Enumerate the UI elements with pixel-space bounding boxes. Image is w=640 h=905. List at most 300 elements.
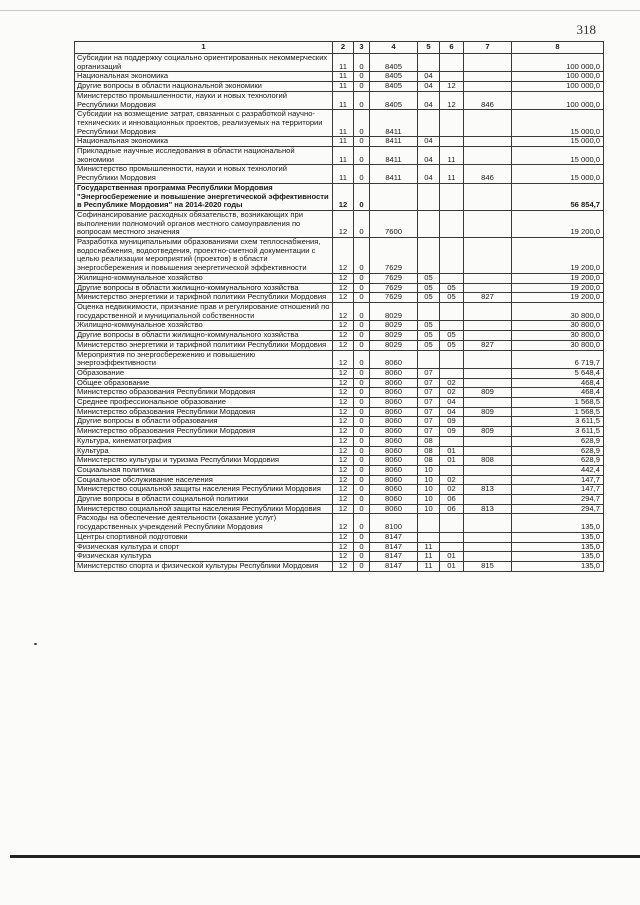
row-code-cell: 05	[418, 293, 440, 303]
row-code-cell: 11	[333, 110, 354, 137]
row-code-cell	[418, 183, 440, 210]
row-code-cell: 0	[354, 147, 370, 165]
row-code-cell: 01	[440, 456, 464, 466]
row-code-cell: 827	[464, 340, 512, 350]
row-code-cell: 04	[440, 407, 464, 417]
row-code-cell	[440, 514, 464, 532]
scan-edge-line	[0, 10, 640, 11]
row-code-cell: 07	[418, 417, 440, 427]
row-code-cell: 8060	[370, 398, 418, 408]
row-code-cell: 8060	[370, 427, 418, 437]
row-code-cell	[464, 321, 512, 331]
row-name-cell: Государственная программа Республики Мордовия "Энергосбережение и повышение энергетической эффективности в Республике Мордовия" на 2014-2020 годы	[75, 183, 333, 210]
row-code-cell: 8411	[370, 110, 418, 137]
row-name-cell: Субсидии на поддержку социально ориентированных некоммерческих организаций	[75, 54, 333, 72]
row-code-cell: 08	[418, 436, 440, 446]
row-code-cell: 12	[333, 485, 354, 495]
row-name-cell: Министерство образования Республики Мордовия	[75, 407, 333, 417]
row-code-cell: 12	[333, 398, 354, 408]
row-name-cell: Разработка муниципальными образованиями схем теплоснабжения, водоснабжения, водоотведения, проектно-сметной документации с целью реализации мероприятий (проектов) в области энергосбережения и повышения энергетической эффективности	[75, 238, 333, 274]
row-code-cell: 8060	[370, 417, 418, 427]
row-code-cell: 0	[354, 495, 370, 505]
row-code-cell	[418, 302, 440, 320]
row-code-cell	[464, 147, 512, 165]
row-code-cell: 8029	[370, 302, 418, 320]
row-code-cell	[440, 238, 464, 274]
row-code-cell: 10	[418, 495, 440, 505]
row-name-cell: Прикладные научные исследования в области национальной экономики	[75, 147, 333, 165]
row-code-cell: 08	[418, 456, 440, 466]
row-code-cell: 12	[333, 495, 354, 505]
row-amount-cell: 294,7	[512, 495, 604, 505]
row-code-cell: 0	[354, 350, 370, 368]
row-code-cell	[440, 110, 464, 137]
row-code-cell: 7600	[370, 210, 418, 237]
row-code-cell: 06	[440, 504, 464, 514]
row-code-cell: 11	[440, 165, 464, 183]
row-amount-cell: 3 611,5	[512, 417, 604, 427]
row-code-cell: 01	[440, 446, 464, 456]
row-code-cell: 0	[354, 82, 370, 92]
row-code-cell: 02	[440, 475, 464, 485]
row-name-cell: Министерство промышленности, науки и новых технологий Республики Мордовия	[75, 165, 333, 183]
row-code-cell	[464, 183, 512, 210]
row-code-cell: 0	[354, 321, 370, 331]
row-code-cell: 8147	[370, 542, 418, 552]
row-code-cell: 8029	[370, 340, 418, 350]
column-header: 6	[440, 42, 464, 54]
row-code-cell: 12	[333, 552, 354, 562]
row-code-cell: 05	[440, 331, 464, 341]
table-row	[75, 456, 604, 466]
row-code-cell: 12	[333, 417, 354, 427]
row-code-cell: 0	[354, 552, 370, 562]
row-code-cell	[440, 321, 464, 331]
scan-speck	[34, 643, 37, 645]
column-header: 1	[75, 42, 333, 54]
row-amount-cell: 30 800,0	[512, 331, 604, 341]
row-code-cell	[464, 465, 512, 475]
row-name-cell: Министерство спорта и физической культуры Республики Мордовия	[75, 561, 333, 571]
row-code-cell: 0	[354, 542, 370, 552]
table-row	[75, 110, 604, 137]
row-name-cell: Национальная экономика	[75, 72, 333, 82]
row-amount-cell: 100 000,0	[512, 54, 604, 72]
row-code-cell: 11	[333, 165, 354, 183]
row-name-cell: Софинансирование расходных обязательств, возникающих при выполнении полномочий органов местного самоуправления по вопросам местного значения	[75, 210, 333, 237]
row-code-cell: 11	[333, 147, 354, 165]
row-code-cell: 01	[440, 552, 464, 562]
row-code-cell: 8060	[370, 378, 418, 388]
row-code-cell: 12	[333, 475, 354, 485]
row-amount-cell: 19 200,0	[512, 273, 604, 283]
table-row	[75, 340, 604, 350]
row-code-cell: 0	[354, 446, 370, 456]
row-amount-cell: 15 000,0	[512, 147, 604, 165]
table-row	[75, 147, 604, 165]
row-code-cell: 0	[354, 340, 370, 350]
row-amount-cell: 628,9	[512, 456, 604, 466]
row-code-cell: 7629	[370, 293, 418, 303]
row-amount-cell: 30 800,0	[512, 302, 604, 320]
column-header: 7	[464, 42, 512, 54]
row-code-cell: 05	[418, 273, 440, 283]
row-code-cell: 846	[464, 165, 512, 183]
table-row	[75, 504, 604, 514]
row-code-cell: 8411	[370, 165, 418, 183]
row-name-cell: Другие вопросы в области жилищно-коммунального хозяйства	[75, 283, 333, 293]
row-code-cell: 0	[354, 465, 370, 475]
row-code-cell: 12	[440, 91, 464, 109]
row-name-cell: Министерство энергетики и тарифной политики Республики Мордовия	[75, 340, 333, 350]
row-amount-cell: 135,0	[512, 514, 604, 532]
row-code-cell: 8060	[370, 407, 418, 417]
row-code-cell: 7629	[370, 283, 418, 293]
row-amount-cell: 30 800,0	[512, 321, 604, 331]
row-code-cell: 12	[333, 238, 354, 274]
row-code-cell: 12	[333, 532, 354, 542]
row-code-cell: 8060	[370, 475, 418, 485]
row-code-cell: 02	[440, 485, 464, 495]
row-amount-cell: 468,4	[512, 378, 604, 388]
row-code-cell: 815	[464, 561, 512, 571]
row-code-cell: 11	[418, 542, 440, 552]
row-code-cell	[418, 54, 440, 72]
row-code-cell: 05	[418, 283, 440, 293]
row-code-cell	[418, 110, 440, 137]
row-code-cell: 0	[354, 165, 370, 183]
table-row	[75, 427, 604, 437]
row-name-cell: Субсидии на возмещение затрат, связанных с разработкой научно-технических и инновационных проектов, реализуемых на территории Республики Мордовия	[75, 110, 333, 137]
row-code-cell	[464, 436, 512, 446]
row-code-cell: 809	[464, 427, 512, 437]
row-amount-cell: 135,0	[512, 532, 604, 542]
row-code-cell: 0	[354, 485, 370, 495]
row-code-cell: 0	[354, 110, 370, 137]
row-code-cell	[440, 368, 464, 378]
row-code-cell: 0	[354, 273, 370, 283]
row-code-cell	[464, 378, 512, 388]
row-amount-cell: 628,9	[512, 436, 604, 446]
row-name-cell: Культура, кинематография	[75, 436, 333, 446]
row-code-cell: 12	[333, 293, 354, 303]
row-code-cell	[464, 398, 512, 408]
row-name-cell: Мероприятия по энергосбережению и повышению энергоэффективности	[75, 350, 333, 368]
row-code-cell	[464, 238, 512, 274]
row-amount-cell: 100 000,0	[512, 82, 604, 92]
row-code-cell: 12	[333, 273, 354, 283]
row-name-cell: Оценка недвижимости, признание прав и регулирование отношений по государственной и муниципальной собственности	[75, 302, 333, 320]
table-row	[75, 238, 604, 274]
row-amount-cell: 147,7	[512, 475, 604, 485]
row-code-cell	[440, 302, 464, 320]
row-code-cell: 04	[418, 91, 440, 109]
row-code-cell	[464, 552, 512, 562]
row-code-cell	[440, 532, 464, 542]
row-code-cell: 11	[418, 552, 440, 562]
row-code-cell: 05	[440, 293, 464, 303]
row-code-cell: 0	[354, 456, 370, 466]
row-code-cell	[440, 465, 464, 475]
row-code-cell	[418, 532, 440, 542]
row-name-cell: Другие вопросы в области образования	[75, 417, 333, 427]
table-row	[75, 388, 604, 398]
row-amount-cell: 15 000,0	[512, 110, 604, 137]
table-row	[75, 532, 604, 542]
row-amount-cell: 147,7	[512, 485, 604, 495]
row-code-cell	[418, 238, 440, 274]
row-amount-cell: 628,9	[512, 446, 604, 456]
row-code-cell: 0	[354, 54, 370, 72]
table-row	[75, 495, 604, 505]
table-row	[75, 561, 604, 571]
row-code-cell: 0	[354, 388, 370, 398]
row-code-cell: 12	[333, 283, 354, 293]
table-row	[75, 485, 604, 495]
row-name-cell: Социальное обслуживание населения	[75, 475, 333, 485]
row-code-cell: 0	[354, 514, 370, 532]
row-code-cell	[464, 110, 512, 137]
row-name-cell: Министерство образования Республики Мордовия	[75, 388, 333, 398]
row-code-cell: 12	[333, 504, 354, 514]
row-code-cell: 05	[418, 321, 440, 331]
row-code-cell: 07	[418, 427, 440, 437]
table-row	[75, 378, 604, 388]
row-name-cell: Физическая культура	[75, 552, 333, 562]
row-code-cell: 813	[464, 485, 512, 495]
row-code-cell: 809	[464, 388, 512, 398]
table-row	[75, 417, 604, 427]
row-code-cell	[440, 273, 464, 283]
row-code-cell: 8060	[370, 436, 418, 446]
table-header-row	[75, 42, 604, 54]
row-code-cell: 0	[354, 417, 370, 427]
row-code-cell	[464, 446, 512, 456]
row-amount-cell: 56 854,7	[512, 183, 604, 210]
row-code-cell: 8405	[370, 82, 418, 92]
row-code-cell: 7629	[370, 273, 418, 283]
row-code-cell: 12	[333, 331, 354, 341]
row-code-cell: 8411	[370, 137, 418, 147]
row-code-cell: 0	[354, 378, 370, 388]
row-code-cell	[418, 350, 440, 368]
row-code-cell	[464, 532, 512, 542]
row-amount-cell: 468,4	[512, 388, 604, 398]
row-name-cell: Министерство промышленности, науки и новых технологий Республики Мордовия	[75, 91, 333, 109]
row-code-cell: 12	[440, 82, 464, 92]
column-header: 4	[370, 42, 418, 54]
row-code-cell	[418, 514, 440, 532]
row-amount-cell: 5 648,4	[512, 368, 604, 378]
row-name-cell: Образование	[75, 368, 333, 378]
row-amount-cell: 6 719,7	[512, 350, 604, 368]
row-code-cell: 0	[354, 137, 370, 147]
row-code-cell: 8029	[370, 321, 418, 331]
row-code-cell	[464, 273, 512, 283]
row-code-cell: 8060	[370, 350, 418, 368]
row-amount-cell: 15 000,0	[512, 165, 604, 183]
row-code-cell: 02	[440, 378, 464, 388]
row-code-cell: 02	[440, 388, 464, 398]
row-code-cell: 8060	[370, 388, 418, 398]
row-code-cell	[464, 302, 512, 320]
row-code-cell: 11	[333, 72, 354, 82]
table-row	[75, 475, 604, 485]
row-code-cell: 8405	[370, 91, 418, 109]
row-code-cell	[440, 436, 464, 446]
row-code-cell: 12	[333, 388, 354, 398]
table-row	[75, 72, 604, 82]
row-amount-cell: 135,0	[512, 552, 604, 562]
row-code-cell: 846	[464, 91, 512, 109]
column-header: 5	[418, 42, 440, 54]
row-code-cell: 8029	[370, 331, 418, 341]
row-code-cell	[370, 183, 418, 210]
table-row	[75, 283, 604, 293]
row-amount-cell: 15 000,0	[512, 137, 604, 147]
table-row	[75, 436, 604, 446]
table-row	[75, 407, 604, 417]
row-code-cell: 07	[418, 368, 440, 378]
row-name-cell: Министерство социальной защиты населения Республики Мордовия	[75, 504, 333, 514]
row-amount-cell: 3 611,5	[512, 427, 604, 437]
row-code-cell	[464, 72, 512, 82]
table-row	[75, 165, 604, 183]
row-code-cell: 12	[333, 427, 354, 437]
row-code-cell: 12	[333, 340, 354, 350]
row-code-cell: 12	[333, 302, 354, 320]
row-code-cell: 04	[418, 72, 440, 82]
row-code-cell	[440, 542, 464, 552]
row-code-cell: 12	[333, 456, 354, 466]
table-row	[75, 273, 604, 283]
table-row	[75, 514, 604, 532]
row-code-cell: 0	[354, 368, 370, 378]
row-code-cell: 10	[418, 465, 440, 475]
row-amount-cell: 135,0	[512, 561, 604, 571]
row-code-cell: 8405	[370, 54, 418, 72]
row-code-cell: 8100	[370, 514, 418, 532]
row-code-cell: 0	[354, 331, 370, 341]
row-amount-cell: 442,4	[512, 465, 604, 475]
row-code-cell: 11	[418, 561, 440, 571]
row-code-cell: 06	[440, 495, 464, 505]
column-header: 2	[333, 42, 354, 54]
row-name-cell: Министерство социальной защиты населения Республики Мордовия	[75, 485, 333, 495]
table-row	[75, 302, 604, 320]
row-code-cell	[464, 137, 512, 147]
table-row	[75, 446, 604, 456]
row-code-cell: 09	[440, 427, 464, 437]
row-code-cell: 12	[333, 514, 354, 532]
row-code-cell: 0	[354, 398, 370, 408]
row-code-cell: 10	[418, 485, 440, 495]
row-code-cell	[464, 542, 512, 552]
table-row	[75, 350, 604, 368]
row-code-cell: 0	[354, 91, 370, 109]
row-code-cell: 12	[333, 465, 354, 475]
table-row	[75, 321, 604, 331]
row-code-cell: 0	[354, 72, 370, 82]
row-code-cell: 0	[354, 238, 370, 274]
budget-table	[74, 41, 604, 572]
row-code-cell: 8060	[370, 368, 418, 378]
row-code-cell	[464, 54, 512, 72]
row-code-cell: 8147	[370, 552, 418, 562]
row-code-cell: 11	[333, 137, 354, 147]
table-row	[75, 183, 604, 210]
row-code-cell: 12	[333, 378, 354, 388]
row-code-cell: 0	[354, 283, 370, 293]
row-code-cell: 12	[333, 542, 354, 552]
row-code-cell: 04	[418, 165, 440, 183]
row-code-cell: 0	[354, 407, 370, 417]
row-amount-cell: 19 200,0	[512, 293, 604, 303]
row-code-cell	[464, 495, 512, 505]
row-code-cell: 7629	[370, 238, 418, 274]
row-code-cell: 12	[333, 321, 354, 331]
row-name-cell: Национальная экономика	[75, 137, 333, 147]
row-code-cell	[440, 210, 464, 237]
row-code-cell: 12	[333, 210, 354, 237]
row-code-cell: 0	[354, 436, 370, 446]
row-code-cell: 0	[354, 293, 370, 303]
row-code-cell: 07	[418, 398, 440, 408]
table-row	[75, 331, 604, 341]
row-code-cell: 11	[333, 54, 354, 72]
row-code-cell: 0	[354, 427, 370, 437]
row-amount-cell: 100 000,0	[512, 72, 604, 82]
row-code-cell: 8060	[370, 495, 418, 505]
row-name-cell: Общее образование	[75, 378, 333, 388]
row-amount-cell: 19 200,0	[512, 238, 604, 274]
row-code-cell	[464, 210, 512, 237]
row-code-cell: 07	[418, 388, 440, 398]
table-body	[75, 54, 604, 572]
row-code-cell: 8147	[370, 532, 418, 542]
row-amount-cell: 1 568,5	[512, 398, 604, 408]
row-name-cell: Физическая культура и спорт	[75, 542, 333, 552]
row-name-cell: Министерство образования Республики Мордовия	[75, 427, 333, 437]
table-row	[75, 137, 604, 147]
row-code-cell: 12	[333, 561, 354, 571]
row-name-cell: Другие вопросы в области жилищно-коммунального хозяйства	[75, 331, 333, 341]
row-name-cell: Культура	[75, 446, 333, 456]
bottom-rule	[10, 855, 640, 858]
row-name-cell: Центры спортивной подготовки	[75, 532, 333, 542]
row-code-cell: 808	[464, 456, 512, 466]
row-code-cell	[440, 72, 464, 82]
row-code-cell: 0	[354, 302, 370, 320]
row-name-cell: Расходы на обеспечение деятельности (оказание услуг) государственных учреждений Республики Мордовия	[75, 514, 333, 532]
row-code-cell: 0	[354, 210, 370, 237]
row-code-cell	[464, 331, 512, 341]
row-code-cell: 8411	[370, 147, 418, 165]
table-row	[75, 368, 604, 378]
row-amount-cell: 100 000,0	[512, 91, 604, 109]
row-code-cell	[440, 350, 464, 368]
row-code-cell: 01	[440, 561, 464, 571]
row-code-cell: 12	[333, 436, 354, 446]
row-name-cell: Другие вопросы в области социальной политики	[75, 495, 333, 505]
row-code-cell	[464, 417, 512, 427]
row-code-cell	[464, 368, 512, 378]
row-code-cell: 07	[418, 407, 440, 417]
row-code-cell: 12	[333, 446, 354, 456]
row-name-cell: Социальная политика	[75, 465, 333, 475]
row-code-cell: 05	[418, 331, 440, 341]
row-code-cell: 827	[464, 293, 512, 303]
